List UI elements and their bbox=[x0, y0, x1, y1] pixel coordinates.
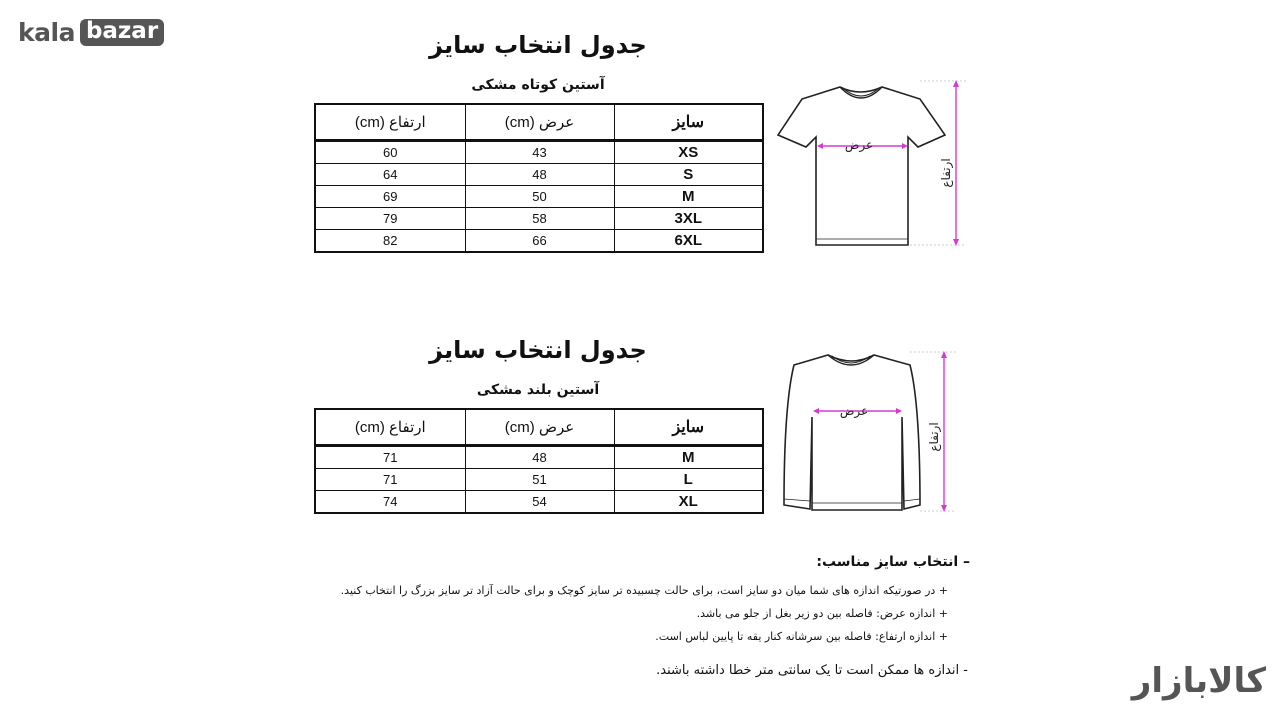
short-sleeve-subtitle: آستین کوتاه مشکی bbox=[471, 77, 605, 93]
kalabazar-logo[interactable] bbox=[18, 17, 164, 47]
cell-height: 82 bbox=[315, 230, 465, 253]
cell-height: 71 bbox=[315, 446, 465, 469]
header-size: سایز bbox=[614, 409, 763, 446]
cell-size: M bbox=[614, 446, 763, 469]
cell-width: 50 bbox=[465, 186, 614, 208]
cell-height: 79 bbox=[315, 208, 465, 230]
logo-kala-text: kala bbox=[18, 17, 75, 47]
header-width: عرض (cm) bbox=[465, 104, 614, 141]
cell-width: 54 bbox=[465, 491, 614, 514]
cell-height: 69 bbox=[315, 186, 465, 208]
long-sleeve-size-table bbox=[314, 408, 764, 514]
table-row bbox=[315, 141, 763, 164]
cell-width: 43 bbox=[465, 141, 614, 164]
cell-height: 60 bbox=[315, 141, 465, 164]
cell-height: 74 bbox=[315, 491, 465, 514]
long-sleeve-subtitle: آستین بلند مشکی bbox=[476, 382, 600, 398]
cell-width: 48 bbox=[465, 164, 614, 186]
header-height: ارتفاع (cm) bbox=[315, 104, 465, 141]
cell-width: 48 bbox=[465, 446, 614, 469]
guide-final-note: - اندازه ها ممکن است تا یک سانتی متر خطا داشته باشند. bbox=[656, 663, 968, 678]
cell-height: 71 bbox=[315, 469, 465, 491]
short-sleeve-title: جدول انتخاب سایز bbox=[429, 31, 647, 59]
cell-size: XS bbox=[614, 141, 763, 164]
table-row bbox=[315, 469, 763, 491]
table-row bbox=[315, 446, 763, 469]
guide-item: + اندازه ارتفاع: فاصله بین سرشانه کنار یقه تا پایین لباس است. bbox=[655, 630, 948, 643]
table-header-row bbox=[315, 104, 763, 141]
cell-size: 6XL bbox=[614, 230, 763, 253]
table-row bbox=[315, 208, 763, 230]
table-row bbox=[315, 164, 763, 186]
cell-size: L bbox=[614, 469, 763, 491]
guide-item: + اندازه عرض: فاصله بین دو زیر بغل از جلو می باشد. bbox=[696, 607, 948, 620]
shirt-outline bbox=[784, 355, 920, 510]
height-label: ارتفاع bbox=[939, 158, 953, 188]
table-row bbox=[315, 491, 763, 514]
width-label: عرض bbox=[844, 138, 874, 152]
tshirt-outline bbox=[778, 87, 945, 245]
header-size: سایز bbox=[614, 104, 763, 141]
long-sleeve-title: جدول انتخاب سایز bbox=[429, 336, 647, 364]
guide-heading: – انتخاب سایز مناسب: bbox=[816, 554, 970, 570]
cell-size: M bbox=[614, 186, 763, 208]
cell-size: S bbox=[614, 164, 763, 186]
kalabazar-persian-logo: کالابازار bbox=[1131, 661, 1266, 701]
cell-size: XL bbox=[614, 491, 763, 514]
cell-width: 66 bbox=[465, 230, 614, 253]
header-width: عرض (cm) bbox=[465, 409, 614, 446]
header-height: ارتفاع (cm) bbox=[315, 409, 465, 446]
table-row bbox=[315, 186, 763, 208]
guide-item: + در صورتیکه اندازه های شما میان دو سایز است، برای حالت چسبیده تر سایز کوچک و برای حالت آزاد تر سایز بزرگ را انتخاب کنید. bbox=[340, 584, 948, 597]
cell-width: 51 bbox=[465, 469, 614, 491]
table-row bbox=[315, 230, 763, 253]
width-label: عرض bbox=[839, 404, 869, 418]
cell-width: 58 bbox=[465, 208, 614, 230]
cell-height: 64 bbox=[315, 164, 465, 186]
table-header-row bbox=[315, 409, 763, 446]
cell-size: 3XL bbox=[614, 208, 763, 230]
short-sleeve-size-table bbox=[314, 103, 764, 253]
logo-bazar-text: bazar bbox=[80, 19, 164, 46]
long-sleeve-shirt-diagram bbox=[770, 345, 970, 520]
height-label: ارتفاع bbox=[927, 422, 941, 452]
short-sleeve-tshirt-diagram bbox=[770, 75, 980, 255]
